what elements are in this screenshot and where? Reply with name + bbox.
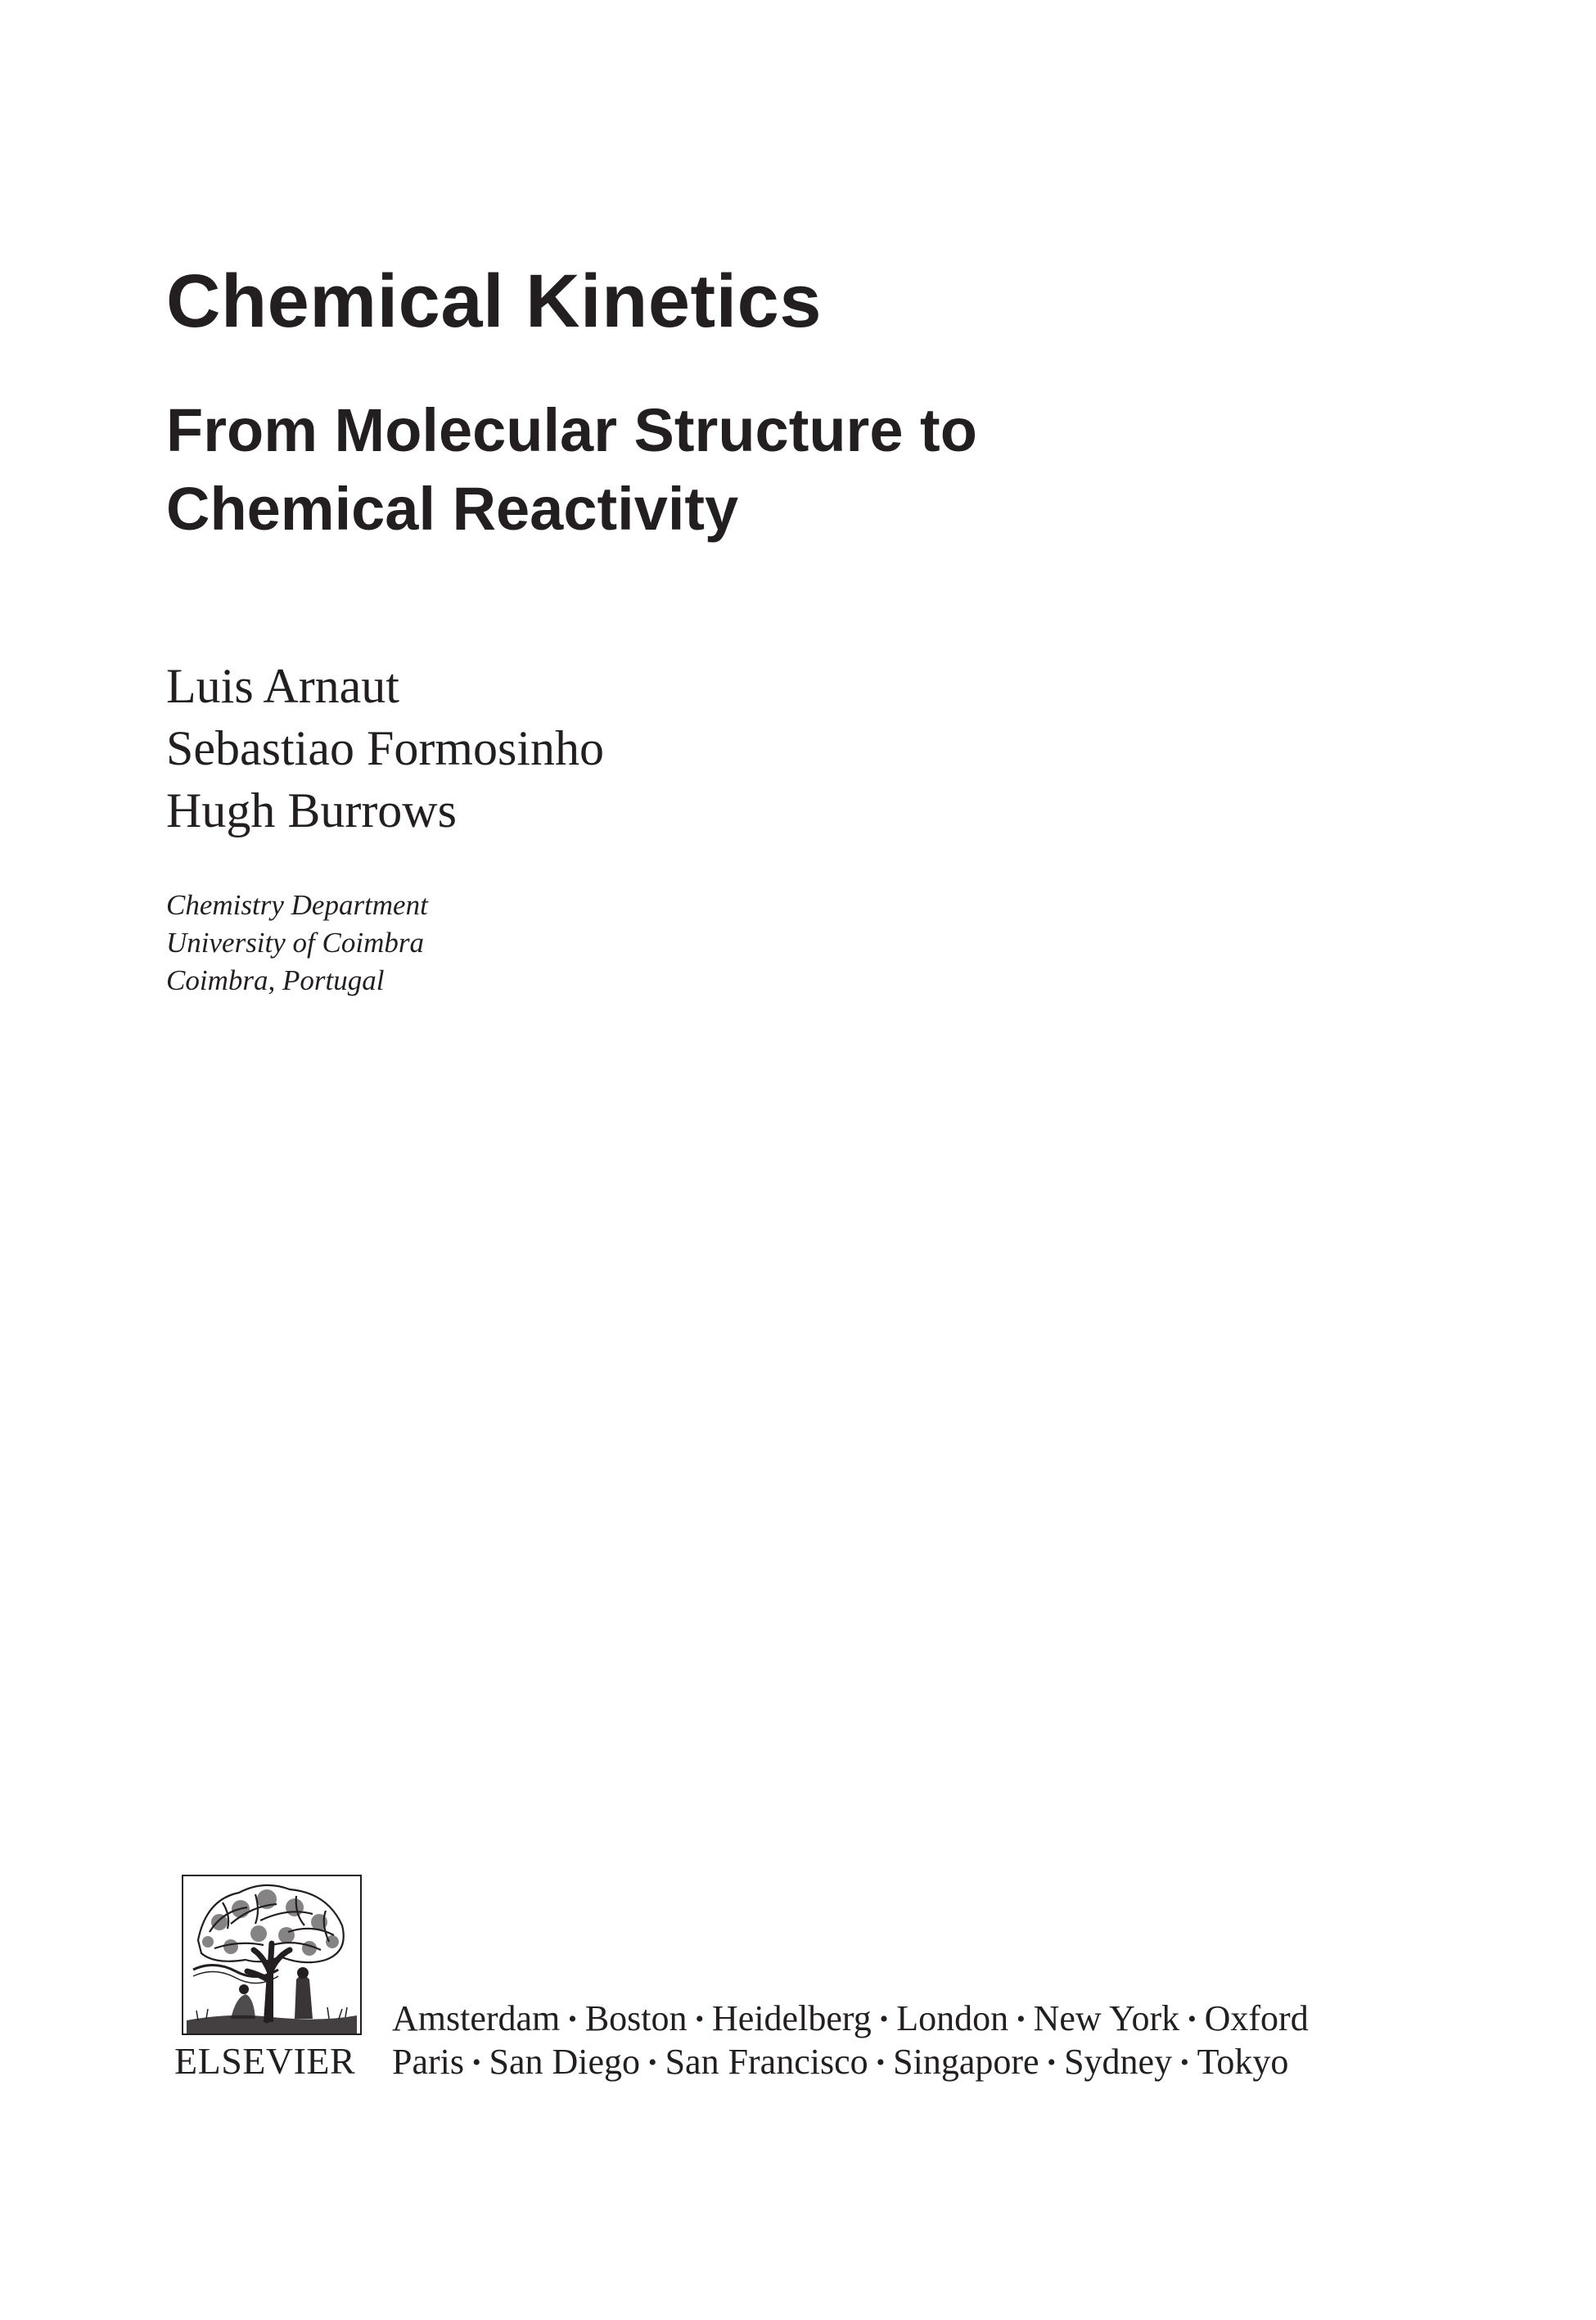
affiliation bbox=[166, 887, 428, 1000]
bullet-separator: • bbox=[1188, 2006, 1197, 2033]
publisher-name: ELSEVIER bbox=[174, 2040, 356, 2082]
city: Oxford bbox=[1204, 1998, 1309, 2038]
city: San Diego bbox=[489, 2042, 641, 2082]
elsevier-tree-icon bbox=[182, 1875, 362, 2035]
city: Amsterdam bbox=[392, 1998, 561, 2038]
city-line bbox=[392, 1997, 1309, 2041]
city: San Francisco bbox=[665, 2042, 868, 2082]
book-title: Chemical Kinetics bbox=[166, 260, 823, 343]
bullet-separator: • bbox=[648, 2049, 657, 2076]
city: Boston bbox=[584, 1998, 688, 2038]
affiliation-line: Chemistry Department bbox=[166, 889, 428, 921]
city: London bbox=[896, 1998, 1009, 2038]
affiliation-line: Coimbra, Portugal bbox=[166, 964, 385, 996]
bullet-separator: • bbox=[1180, 2049, 1189, 2076]
bullet-separator: • bbox=[879, 2006, 889, 2033]
book-subtitle bbox=[166, 391, 977, 548]
city: Sydney bbox=[1064, 2042, 1173, 2082]
author-name: Sebastiao Formosinho bbox=[166, 721, 604, 775]
city: Singapore bbox=[893, 2042, 1039, 2082]
bullet-separator: • bbox=[568, 2006, 577, 2033]
subtitle-line: Chemical Reactivity bbox=[166, 475, 739, 543]
bullet-separator: • bbox=[1047, 2049, 1057, 2076]
city: New York bbox=[1033, 1998, 1180, 2038]
bullet-separator: • bbox=[472, 2049, 481, 2076]
bullet-separator: • bbox=[695, 2006, 705, 2033]
subtitle-line: From Molecular Structure to bbox=[166, 396, 977, 464]
publisher-cities bbox=[392, 1997, 1309, 2084]
city-line bbox=[392, 2041, 1309, 2084]
author-name: Luis Arnaut bbox=[166, 659, 399, 713]
city: Paris bbox=[392, 2042, 464, 2082]
affiliation-line: University of Coimbra bbox=[166, 927, 424, 959]
author-list bbox=[166, 655, 604, 842]
city: Tokyo bbox=[1197, 2042, 1289, 2082]
bullet-separator: • bbox=[876, 2049, 886, 2076]
bullet-separator: • bbox=[1017, 2006, 1026, 2033]
city: Heidelberg bbox=[712, 1998, 872, 2038]
author-name: Hugh Burrows bbox=[166, 783, 457, 837]
